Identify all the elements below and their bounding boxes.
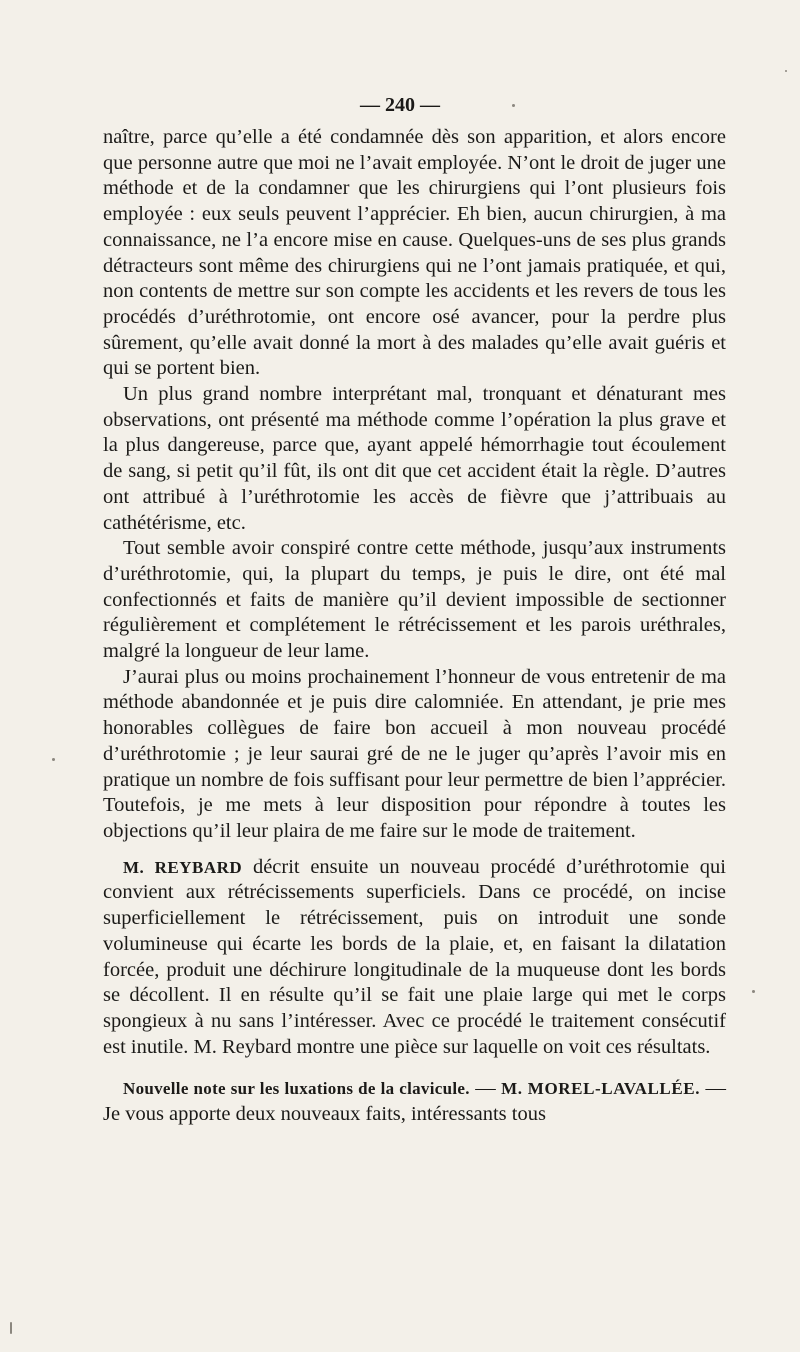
paper-speck <box>512 104 515 107</box>
paragraph-misinterpretation: Un plus grand nombre interprétant mal, tronquant et dénaturant mes observations, ont présenté ma méthode comme l’opération la plus grave et la plus dangereuse, parce que, ayant appelé hémorrhagie tout écoulement de sang, si petit qu’il fût, ils ont dit que cet accident était la règle. D’autres ont attribué à l’uréthrotomie les accès de fièvre que j’attribuais au cathétérisme, etc. <box>103 383 726 534</box>
speaker-name: M. REYBARD <box>123 857 243 877</box>
paragraph-invitation: J’aurai plus ou moins prochainement l’honneur de vous entretenir de ma méthode abandonnée et je puis dire calomniée. En attendant, je prie mes honorables collègues de faire bon accueil à mon nouveau procédé d’uréthrotomie ; je leur saurai gré de ne le juger qu’après l’avoir mis en pratique un nombre de fois suffisant pour leur permettre de bien l’apprécier. Toutefois, je me mets à leur disposition pour répondre à toutes les objections qu’il leur plaira de me faire sur le mode de traitement. <box>103 665 726 842</box>
author-name: M. MOREL-LAVALLÉE. <box>501 1079 701 1099</box>
paragraph-reybard-text: décrit ensuite un nouveau procédé d’uréthrotomie qui convient aux rétrécissements superficiels. Dans ce procédé, on incise superficiellement le rétrécissement, puis on introduit une sonde volumineuse qui écarte les bords de la plaie, et, en faisant la dilatation forcée, produit une déchirure longitudinale de la muqueuse dont les bords se décollent. Il en résulte qu’il se fait une plaie large qui met le corps spongieux à nu sans l’intéresser. Avec ce procédé le traitement consécutif est inutile. M. Reybard montre une pièce sur laquelle on voit ces résultats. <box>103 855 726 1058</box>
paper-speck <box>785 70 787 72</box>
paragraph-reybard <box>103 855 726 1061</box>
body-text <box>103 125 726 1128</box>
paper-speck <box>52 758 55 761</box>
paper-speck <box>10 1322 12 1334</box>
page-number: — 240 — <box>360 94 440 116</box>
paragraph-instruments: Tout semble avoir conspiré contre cette méthode, jusqu’aux instruments d’uréthrotomie, qui, la plupart du temps, je puis le dire, ont été mal confectionnés et faits de manière qu’il devient impossible de sectionner régulièrement et complétement le rétrécissement et les parois uréthrales, malgré la longueur de leur lame. <box>103 537 726 663</box>
section-title: Nouvelle note sur les luxations de la clavicule. <box>123 1079 470 1099</box>
paragraph-continuation: naître, parce qu’elle a été condamnée dès son apparition, et alors encore que personne autre que moi ne l’avait employée. N’ont le droit de juger une méthode et de la condamner que les chirurgiens qui l’ont plusieurs fois employée : eux seuls peuvent l’apprécier. Eh bien, aucun chirurgien, à ma connaissance, ne l’a encore mise en cause. Quelques-uns de ses plus grands détracteurs sont même des chirurgiens qui ne l’ont jamais pratiquée, et qui, non contents de mettre sur son compte les accidents et les revers de tous les procédés d’uréthrotomie, ont encore osé avancer, pour la perdre plus sûrement, qu’elle avait donné la mort à des malades qu’elle avait guéris et qui se portent bien. <box>103 126 726 380</box>
title-dash: — <box>469 1077 502 1100</box>
paragraph-new-note <box>103 1076 726 1127</box>
paper-speck <box>752 990 755 993</box>
paragraph-new-note-text: — Je vous apporte deux nouveaux faits, intéressants tous <box>103 1077 727 1126</box>
